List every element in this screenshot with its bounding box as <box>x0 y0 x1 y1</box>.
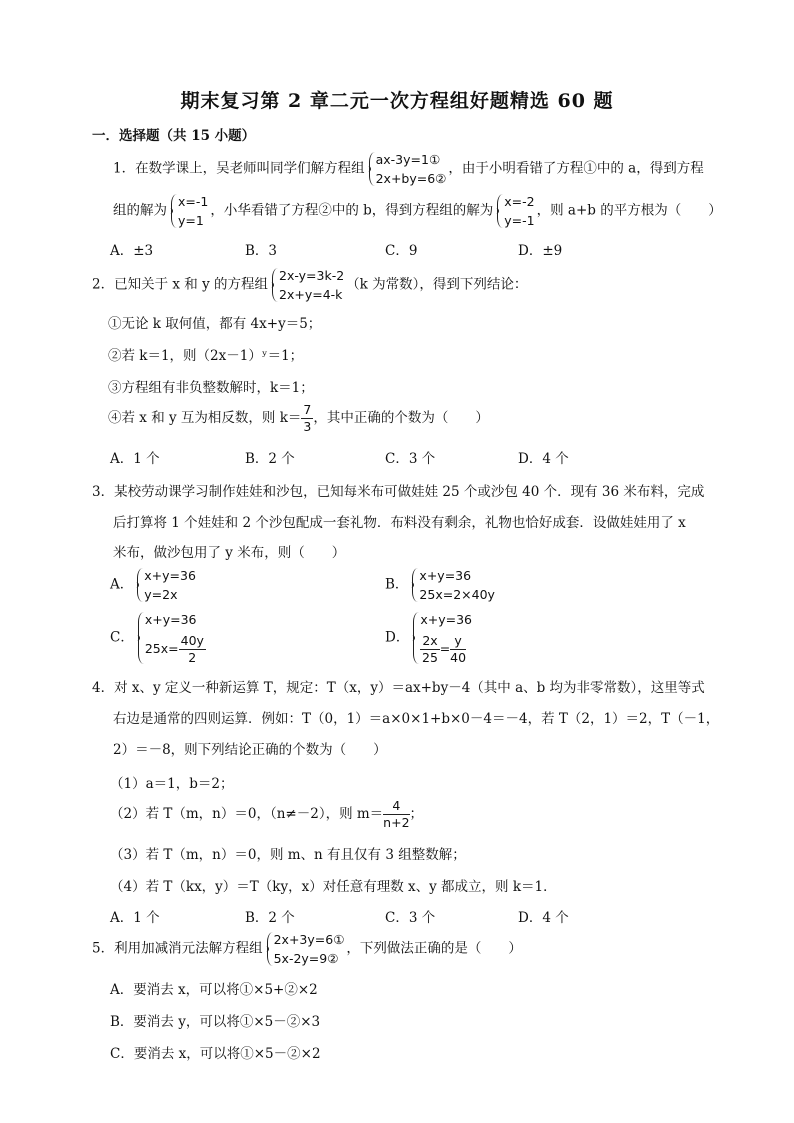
q1-text: ，小华看错了方程②中的 b，得到方程组的解为 <box>210 202 494 219</box>
q1-text: ，则 a+b 的平方根为（ ） <box>536 202 722 219</box>
q1-text: ，由于小明看错了方程①中的 a，得到方程 <box>448 160 704 177</box>
q1-line2 <box>113 192 722 230</box>
option-label: D． <box>385 629 410 646</box>
q1-option-c[interactable]: C．9 <box>385 243 418 259</box>
q4-line1: 4．对 x、y 定义一种新运算 T，规定：T（x，y）＝ax+by－4（其中 a、b 均为非零常数），这里等式 <box>92 680 705 696</box>
q2-text: ④若 x 和 y 互为相反数，则 k＝ <box>108 410 302 426</box>
q3-line3: 米布，做沙包用了 y 米布，则（ ） <box>113 545 346 561</box>
q1-system <box>367 150 447 188</box>
q5-option-c[interactable]: C．要消去 x，可以将①×5－②×2 <box>110 1046 321 1062</box>
q3-option-c[interactable] <box>110 610 208 666</box>
numerator: 4 <box>383 798 409 815</box>
q4-option-a[interactable]: A．1 个 <box>110 910 160 926</box>
q2-option-d[interactable]: D．4 个 <box>518 451 569 467</box>
q4-conclusion-1: （1）a＝1，b＝2； <box>110 776 234 792</box>
q2-text: （k 为常数），得到下列结论： <box>346 276 528 293</box>
equation: 25x=2×40y <box>419 587 495 602</box>
q2-system <box>270 266 344 304</box>
fraction <box>179 633 206 666</box>
equation: 5x-2y=9② <box>273 951 339 966</box>
q1-line1 <box>113 150 704 188</box>
q4-text: ； <box>409 806 424 822</box>
denominator: 2 <box>188 650 197 665</box>
q2-conclusion-2: ②若 k＝1，则（2x－1）ʸ＝1； <box>108 348 304 364</box>
denominator: 3 <box>303 419 312 434</box>
q1-solution-1 <box>169 192 208 230</box>
denominator: 40 <box>450 650 467 665</box>
equation: 2x+3y=6① <box>273 932 345 947</box>
option-label: C． <box>110 629 134 646</box>
q4-option-c[interactable]: C．3 个 <box>385 910 436 926</box>
q1-solution-2 <box>495 192 534 230</box>
equation: 2x+by=6② <box>375 171 447 186</box>
option-system <box>136 610 206 666</box>
numerator: y <box>450 633 466 650</box>
equation-part: 25x= <box>144 641 179 656</box>
section-heading: 一．选择题（共 15 小题） <box>92 128 256 144</box>
q1-text: 组的解为 <box>113 202 167 219</box>
q4-option-b[interactable]: B．2 个 <box>245 910 295 926</box>
denominator: n+2 <box>383 815 410 830</box>
q5-text: ，下列做法正确的是（ ） <box>346 940 522 957</box>
numerator: 2x <box>422 633 438 648</box>
q4-conclusion-2 <box>110 798 423 831</box>
fraction <box>420 633 439 666</box>
equation: 2x-y=3k-2 <box>279 268 345 283</box>
equation: ax-3y=1① <box>375 152 441 167</box>
equation: y=1 <box>178 213 204 228</box>
equation: y=2x <box>144 587 178 602</box>
q2-conclusion-4 <box>108 402 489 435</box>
q2-conclusion-3: ③方程组有非负整数解时，k＝1； <box>108 380 314 396</box>
q3-line1: 3．某校劳动课学习制作娃娃和沙包，已知每米布可做娃娃 25 个或沙包 40 个．现有 36 米布料，完成 <box>92 484 705 500</box>
q5-option-b[interactable]: B．要消去 y，可以将①×5－②×3 <box>110 1014 321 1030</box>
fraction <box>383 798 409 831</box>
equation: x+y=36 <box>144 568 196 583</box>
q2-conclusion-1: ①无论 k 取何值，都有 4x+y＝5； <box>108 316 322 332</box>
q4-option-d[interactable]: D．4 个 <box>518 910 569 926</box>
q1-option-b[interactable]: B．3 <box>245 243 278 259</box>
q5-line1 <box>92 930 522 968</box>
equation: y=-1 <box>504 213 535 228</box>
equation: x+y=36 <box>420 612 472 627</box>
option-label: A． <box>110 576 134 593</box>
page-title: 期末复习第 2 章二元一次方程组好题精选 60 题 <box>180 90 614 112</box>
equation <box>420 633 472 666</box>
equation <box>145 633 206 666</box>
q4-conclusion-3: （3）若 T（m，n）＝0，则 m、n 有且仅有 3 组整数解； <box>110 847 466 863</box>
q3-option-d[interactable] <box>385 610 474 666</box>
fraction <box>301 402 313 435</box>
q2-line1 <box>92 266 527 304</box>
equation: x=-1 <box>178 194 209 209</box>
equation: x+y=36 <box>144 612 197 627</box>
q2-option-c[interactable]: C．3 个 <box>385 451 436 467</box>
q4-text: （2）若 T（m，n）＝0，（n≠－2），则 m＝ <box>110 806 384 822</box>
q4-line3: 2）＝－8，则下列结论正确的个数为（ ） <box>113 742 387 758</box>
option-label: B． <box>385 576 409 593</box>
q1-option-a[interactable]: A．±3 <box>110 243 154 259</box>
q5-system <box>265 930 345 968</box>
numerator: 40y <box>180 633 204 648</box>
equals: = <box>439 641 451 656</box>
q2-option-b[interactable]: B．2 个 <box>245 451 295 467</box>
q1-option-d[interactable]: D．±9 <box>518 243 563 259</box>
q5-text: 5．利用加减消元法解方程组 <box>92 940 263 957</box>
q2-option-a[interactable]: A．1 个 <box>110 451 160 467</box>
equation: x=-2 <box>504 194 535 209</box>
option-system <box>135 566 196 604</box>
q2-text: ，其中正确的个数为（ ） <box>313 410 489 426</box>
q3-line2: 后打算将 1 个娃娃和 2 个沙包配成一套礼物．布料没有剩余，礼物也恰好成套．设做娃娃用了 x <box>113 515 686 531</box>
fraction <box>450 633 466 666</box>
denominator: 25 <box>422 650 438 665</box>
q4-conclusion-4: （4）若 T（kx，y）＝T（ky，x）对任意有理数 x、y 都成立，则 k＝1． <box>110 879 557 895</box>
q3-option-b[interactable] <box>385 566 497 604</box>
q2-text: 2．已知关于 x 和 y 的方程组 <box>92 276 268 293</box>
equation: x+y=36 <box>419 568 472 583</box>
q1-text: 1．在数学课上，吴老师叫同学们解方程组 <box>113 160 365 177</box>
q3-option-a[interactable] <box>110 566 198 604</box>
numerator: 7 <box>303 402 312 417</box>
equation: 2x+y=4-k <box>279 287 343 302</box>
option-system <box>410 566 495 604</box>
option-system <box>411 610 472 666</box>
q4-line2: 右边是通常的四则运算．例如：T（0，1）＝a×0×1+b×0－4＝－4，若 T（2，1）＝2，T（－1， <box>113 711 720 727</box>
q5-option-a[interactable]: A．要消去 x，可以将①×5+②×2 <box>110 982 318 998</box>
